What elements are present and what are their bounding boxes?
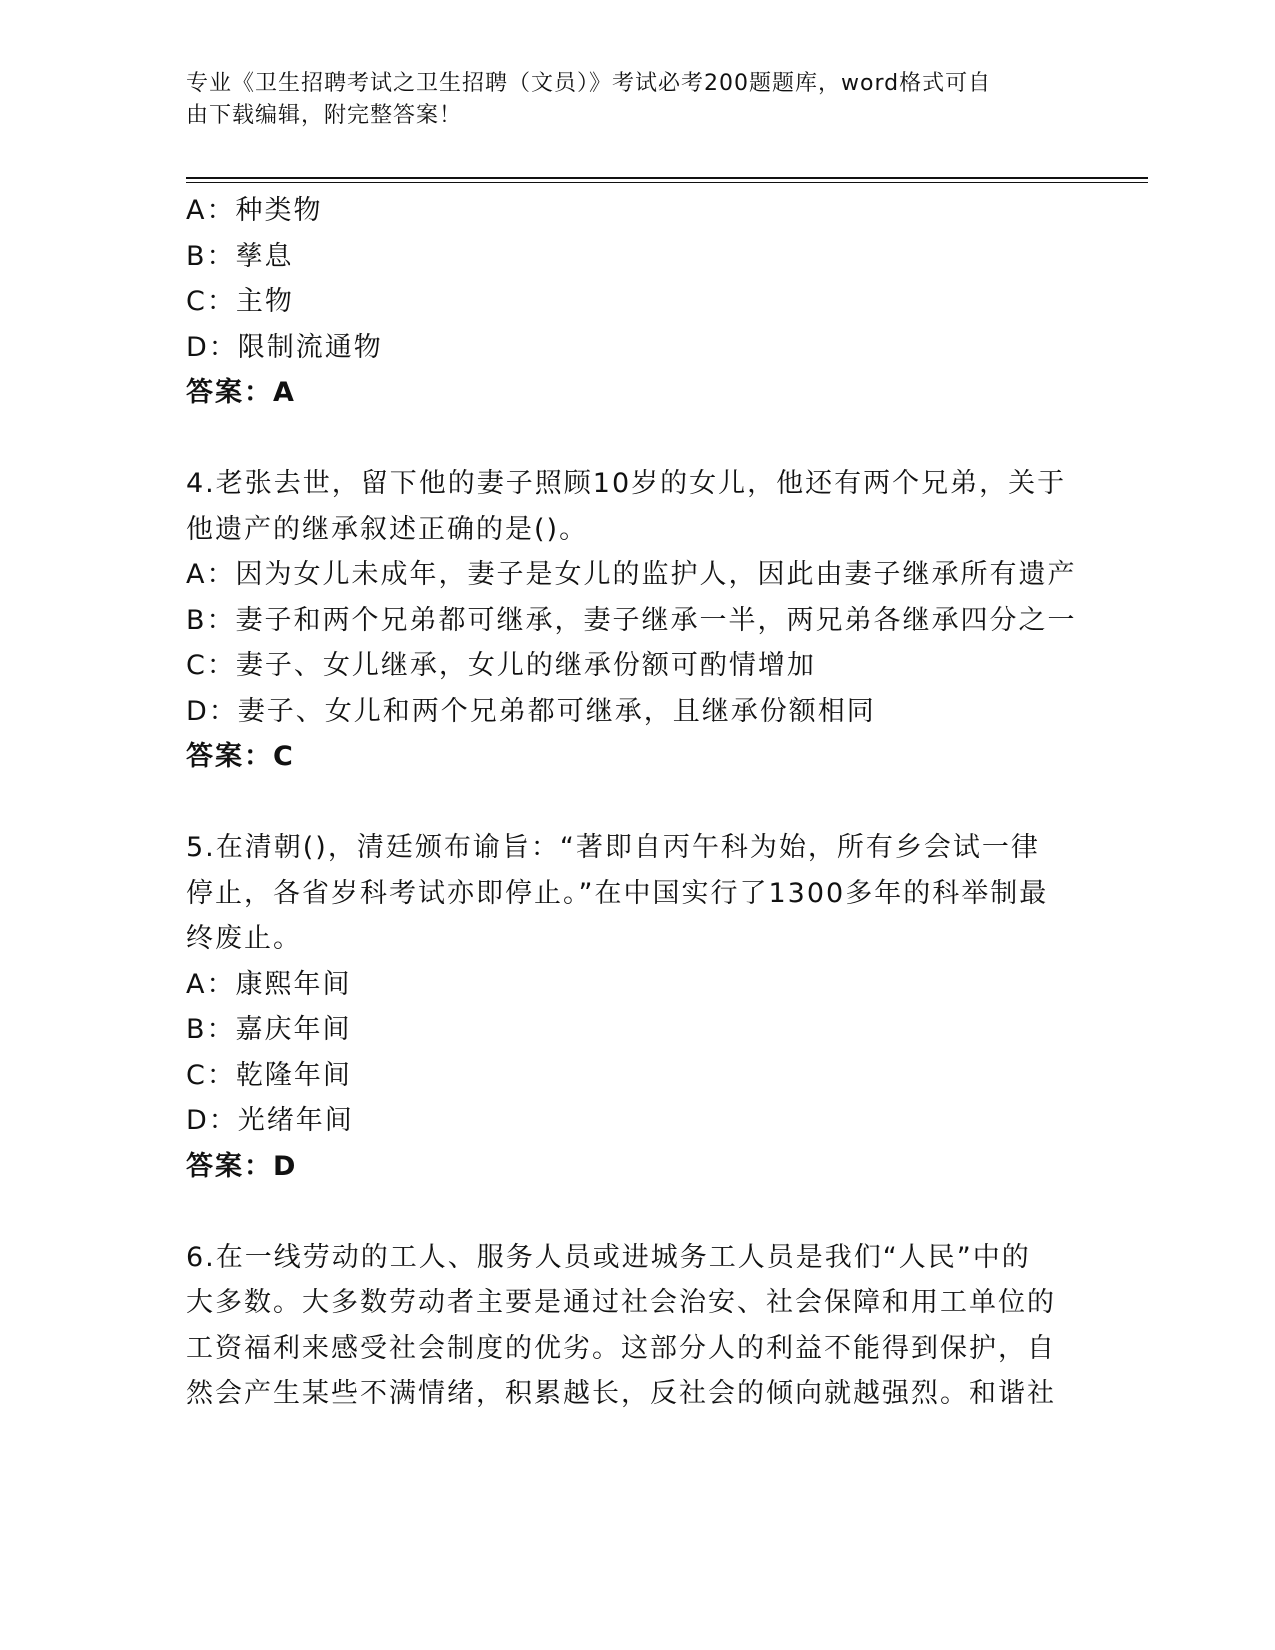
q4-answer: 答案：C	[186, 741, 295, 772]
q3-option-d: D：限制流通物	[186, 331, 383, 363]
q5-stem-line: 终废止。	[186, 923, 302, 954]
spacer	[186, 780, 1086, 826]
q5-stem-line: 停止，各省岁科考试亦即停止。”在中国实行了1300多年的科举制最	[186, 877, 1049, 909]
q5-option-a: A：康熙年间	[186, 968, 352, 1000]
document-body	[186, 188, 1086, 1417]
q6-stem-line: 工资福利来感受社会制度的优劣。这部分人的利益不能得到保护，自	[186, 1332, 1056, 1364]
question-4-block	[186, 461, 1086, 780]
q6-stem-line: 大多数。大多数劳动者主要是通过社会治安、社会保障和用工单位的	[186, 1287, 1056, 1318]
q4-option-b: B：妻子和两个兄弟都可继承，妻子继承一半，两兄弟各继承四分之一	[186, 604, 1077, 636]
q6-stem-line: 然会产生某些不满情绪，积累越长，反社会的倾向就越强烈。和谐社	[186, 1378, 1056, 1409]
q4-option-c: C：妻子、女儿继承，女儿的继承份额可酌情增加	[186, 650, 816, 681]
q3-option-b: B：孳息	[186, 240, 294, 272]
q5-option-b: B：嘉庆年间	[186, 1014, 352, 1045]
header-line: 由下载编辑，附完整答案！	[186, 103, 463, 128]
q6-stem-line: 6.在一线劳动的工人、服务人员或进城务工人员是我们“人民”中的	[186, 1241, 1031, 1273]
q3-option-a: A：种类物	[186, 195, 323, 226]
q5-option-d: D：光绪年间	[186, 1105, 354, 1136]
spacer	[186, 416, 1086, 462]
header-line: 专业《卫生招聘考试之卫生招聘（文员）》考试必考200题题库，word格式可自	[186, 71, 992, 96]
q4-option-a: A：因为女儿未成年，妻子是女儿的监护人，因此由妻子继承所有遗产	[186, 559, 1077, 590]
question-3-block	[186, 188, 1086, 416]
q4-option-d: D：妻子、女儿和两个兄弟都可继承，且继承份额相同	[186, 695, 876, 727]
question-6-block	[186, 1235, 1086, 1417]
question-5-block	[186, 825, 1086, 1189]
q4-stem-line: 4.老张去世，留下他的妻子照顾10岁的女儿，他还有两个兄弟，关于	[186, 468, 1067, 499]
q5-stem-line: 5.在清朝()，清廷颁布谕旨：“著即自丙午科为始，所有乡会试一律	[186, 832, 1040, 863]
q3-option-c: C：主物	[186, 286, 294, 317]
q5-option-c: C：乾隆年间	[186, 1059, 352, 1091]
spacer	[186, 1189, 1086, 1235]
document-header	[186, 68, 1066, 132]
header-divider	[186, 177, 1148, 179]
q4-stem-line: 他遗产的继承叙述正确的是()。	[186, 513, 589, 545]
q5-answer: 答案：D	[186, 1150, 298, 1182]
q3-answer: 答案：A	[186, 377, 296, 408]
header-divider-thin	[186, 182, 1148, 183]
